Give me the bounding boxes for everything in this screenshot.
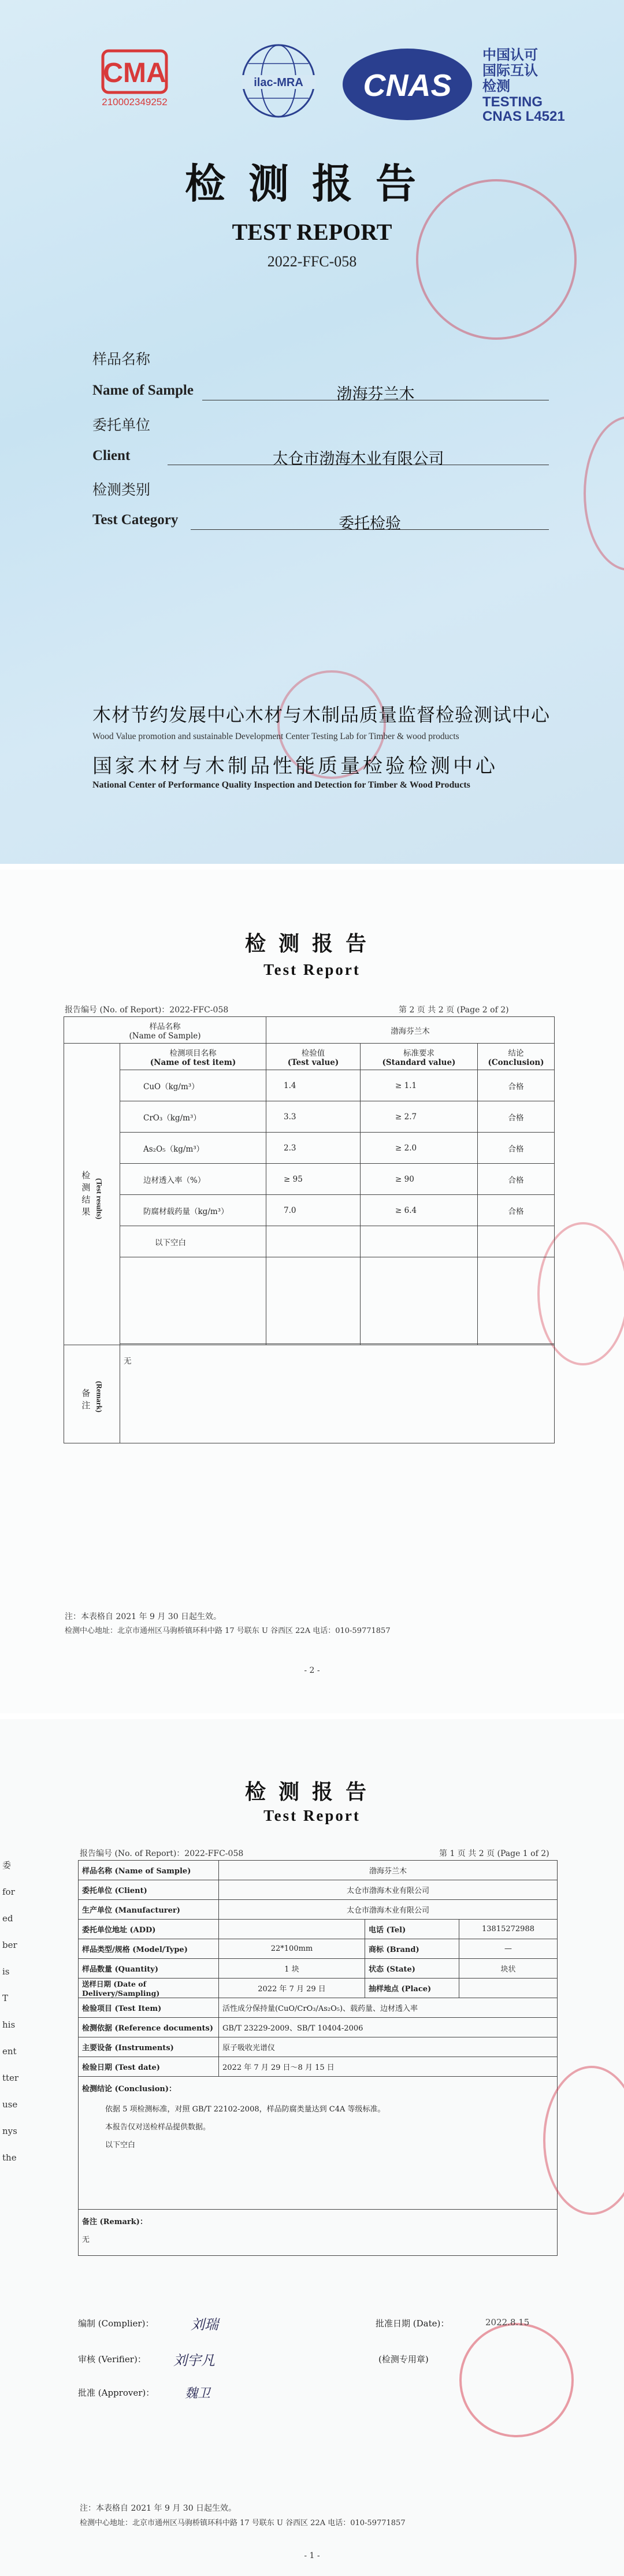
page2-results-table: [64, 1016, 555, 1443]
page3-page-marker: - 1 -: [304, 2551, 320, 2560]
row-value: 7.0: [266, 1195, 361, 1226]
page2-title-en: Test Report: [263, 961, 361, 978]
table-row: [64, 1101, 555, 1133]
row-value: 3.3: [266, 1101, 361, 1133]
cma-logo: [92, 46, 179, 110]
page3-inspection-seal: [459, 2323, 574, 2437]
reference-value-cell: GB/T 23229-2009、SB/T 10404-2006: [219, 2018, 558, 2037]
page3-report-no: 报告编号 (No. of Report)：2022-FFC-058: [80, 1849, 244, 1858]
cover-page: [0, 0, 624, 864]
page3-title-cn: 检测报告: [244, 1780, 379, 1804]
col-header-std-cn: 标准要求: [403, 1048, 434, 1058]
cnas-en-1: TESTING: [482, 94, 543, 110]
reference-label-cell: 检测依据 (Reference documents): [79, 2018, 219, 2037]
empty-cell: [478, 1226, 555, 1257]
sample-name-value: 渤海芬兰木: [336, 385, 415, 403]
margin-text: ber: [2, 1940, 17, 1950]
conclusion-text-3: 以下空白: [105, 2141, 136, 2150]
empty-cell: [266, 1226, 361, 1257]
report-page-1: [0, 1719, 624, 2576]
approval-date-value: 2022.8.15: [485, 2317, 530, 2328]
place-value-cell: [459, 1979, 558, 1998]
sample-name-header-en: (Name of Sample): [129, 1031, 201, 1041]
compiler-label: 编制 (Complier)：: [78, 2318, 154, 2329]
cnas-cn-3: 检测: [482, 78, 510, 94]
empty-cell: [120, 1257, 266, 1344]
sample-label-cell: 样品名称 (Name of Sample): [79, 1861, 219, 1880]
col-header-concl-cn: 结论: [508, 1048, 524, 1058]
row-concl: 合格: [478, 1101, 555, 1133]
address-value-cell: [219, 1920, 365, 1939]
margin-text: for: [2, 1887, 15, 1897]
delivery-date-label-cell: 送样日期 (Date of Delivery/Sampling): [79, 1979, 219, 1998]
cnas-text: CNAS: [363, 68, 452, 103]
cover-title-en: TEST REPORT: [232, 219, 392, 245]
page2-report-no: 报告编号 (No. of Report)：2022-FFC-058: [65, 1005, 229, 1015]
state-label-cell: 状态 (State): [365, 1959, 459, 1979]
ilac-text: ilac-MRA: [254, 76, 303, 89]
quantity-value-cell: 1 块: [219, 1959, 365, 1979]
category-value: 委托检验: [339, 515, 401, 533]
row-std: ≥ 1.1: [361, 1070, 478, 1101]
manufacturer-label-cell: 生产单位 (Manufacturer): [79, 1900, 219, 1920]
col-header-item-cn: 检测项目名称: [169, 1048, 217, 1058]
col-header-std-en: (Standard value): [382, 1057, 456, 1067]
model-label-cell: 样品类型/规格 (Model/Type): [79, 1939, 219, 1959]
conclusion-text-1: 依据 5 项检测标准，对照 GB/T 22102-2008，样品防腐类量达到 C4A 等级标准。: [105, 2105, 385, 2114]
col-header-value-cn: 检验值: [301, 1048, 325, 1058]
cnas-logo: [341, 45, 584, 123]
cover-title-cn: 检测报告: [185, 159, 439, 207]
org1-name-cn: 木材节约发展中心木材与木制品质量监督检验测试中心: [92, 704, 551, 726]
row-item: As₂O₅（kg/m³）: [120, 1133, 266, 1164]
client-value: 太仓市渤海木业有限公司: [272, 450, 444, 468]
table-row: [64, 1133, 555, 1164]
remark-label-en: (Remark): [95, 1381, 104, 1413]
row-concl: 合格: [478, 1133, 555, 1164]
model-value-cell: 22*100mm: [219, 1939, 365, 1959]
margin-text: tter: [2, 2073, 19, 2083]
compiler-signature: 刘瑞: [191, 2317, 218, 2333]
row-value: 2.3: [266, 1133, 361, 1164]
results-label-cn: 检测结果: [80, 1171, 91, 1220]
org1-name-en: Wood Value promotion and sustainable Development Center Testing Lab for Timber & wood products: [92, 732, 459, 741]
empty-cell: [478, 1257, 555, 1344]
table-row: [64, 1226, 555, 1257]
row-std: ≥ 2.7: [361, 1101, 478, 1133]
seal-label: (检测专用章): [378, 2354, 429, 2365]
org2-name-cn: 国家木材与木制品性能质量检验检测中心: [92, 755, 498, 778]
col-header-value-en: (Test value): [287, 1057, 339, 1067]
client-label-en: Client: [92, 448, 131, 463]
col-header-concl-en: (Conclusion): [488, 1057, 544, 1067]
cnas-en-2: CNAS L4521: [482, 109, 565, 123]
empty-cell: [361, 1257, 478, 1344]
row-item: 边材透入率（%）: [120, 1164, 266, 1195]
cnas-icon: [341, 45, 584, 123]
remark-row: [64, 1345, 555, 1443]
row-item: CrO₃（kg/m³）: [120, 1101, 266, 1133]
client-underline: [168, 446, 549, 468]
page2-footnote-2: 检测中心地址：北京市通州区马驹桥镇环科中路 17 号联东 U 谷西区 22A 电话：010-59771857: [65, 1627, 391, 1635]
test-item-label-cell: 检验项目 (Test Item): [79, 1998, 219, 2018]
remark-label-cn: 备注: [80, 1388, 91, 1413]
cover-report-number: 2022-FFC-058: [267, 253, 357, 270]
sample-name-header-cell: [64, 1017, 266, 1044]
page3-info-table: [78, 1860, 558, 2256]
client-label-cell: 委托单位 (Client): [79, 1880, 219, 1900]
ilac-mra-logo: [237, 40, 321, 121]
tel-value-cell: 13815272988: [459, 1920, 558, 1939]
col-header-std: [361, 1044, 478, 1070]
cnas-cn-1: 中国认可: [482, 47, 538, 63]
state-value-cell: 块状: [459, 1959, 558, 1979]
address-label-cell: 委托单位地址 (ADD): [79, 1920, 219, 1939]
cnas-cn-2: 国际互认: [482, 62, 538, 79]
client-value-cell: 太仓市渤海木业有限公司: [219, 1880, 558, 1900]
cma-icon: [92, 46, 179, 110]
category-label-en: Test Category: [92, 512, 179, 528]
remark-value: 无: [120, 1345, 555, 1443]
margin-text: ent: [2, 2046, 17, 2057]
client-label-cn: 委托单位: [92, 417, 151, 433]
empty-cell: [361, 1226, 478, 1257]
cma-text: CMA: [103, 58, 166, 88]
instruments-label-cell: 主要设备 (Instruments): [79, 2037, 219, 2057]
test-date-value-cell: 2022 年 7 月 29 日～8 月 15 日: [219, 2057, 558, 2077]
row-concl: 合格: [478, 1164, 555, 1195]
col-header-item: [120, 1044, 266, 1070]
instruments-value-cell: 原子吸收光谱仪: [219, 2037, 558, 2057]
brand-label-cell: 商标 (Brand): [365, 1939, 459, 1959]
row-std: ≥ 6.4: [361, 1195, 478, 1226]
table-row-empty: [64, 1257, 555, 1344]
page2-title-cn: 检测报告: [244, 931, 379, 956]
margin-text: ed: [2, 1913, 13, 1924]
conclusion-label: 检测结论 (Conclusion)：: [82, 2085, 176, 2094]
approval-date-label: 批准日期 (Date)：: [376, 2318, 450, 2329]
conclusion-cell: [79, 2077, 558, 2210]
category-label-cn: 检测类别: [92, 481, 151, 498]
quantity-label-cell: 样品数量 (Quantity): [79, 1959, 219, 1979]
sample-name-header-cn: 样品名称: [149, 1022, 181, 1031]
ilac-globe-icon: [237, 40, 321, 121]
empty-cell: [266, 1257, 361, 1344]
row-concl: 合格: [478, 1195, 555, 1226]
col-header-value: [266, 1044, 361, 1070]
margin-text: use: [2, 2099, 18, 2110]
sample-value-cell: 渤海芬兰木: [219, 1861, 558, 1880]
approver-label: 批准 (Approver)：: [78, 2388, 155, 2398]
sample-name-value-cell: 渤海芬兰木: [266, 1017, 555, 1044]
margin-text: his: [2, 2020, 16, 2030]
tel-label-cell: 电话 (Tel): [365, 1920, 459, 1939]
category-underline: [191, 511, 549, 533]
page3-page-number: 第 1 页 共 2 页 (Page 1 of 2): [439, 1849, 549, 1858]
sample-name-label-en: Name of Sample: [92, 383, 194, 398]
delivery-date-value-cell: 2022 年 7 月 29 日: [219, 1979, 365, 1998]
margin-text: is: [2, 1966, 10, 1977]
page2-footnote-1: 注：本表格自 2021 年 9 月 30 日起生效。: [65, 1612, 222, 1621]
row-item: 防腐材载药量（kg/m³）: [120, 1195, 266, 1226]
left-margin-fragments: [2, 1852, 25, 2171]
org2-name-en: National Center of Performance Quality Inspection and Detection for Timber & Wood Products: [92, 780, 470, 790]
remark-cell: [79, 2210, 558, 2256]
row-concl: 合格: [478, 1070, 555, 1101]
table-row: [64, 1195, 555, 1226]
sample-name-label-cn: 样品名称: [92, 351, 151, 368]
page3-footnote-1: 注：本表格自 2021 年 9 月 30 日起生效。: [80, 2504, 237, 2513]
sample-name-underline: [202, 381, 549, 403]
row-std: ≥ 90: [361, 1164, 478, 1195]
remark-side-label: [64, 1345, 120, 1443]
row-value: 1.4: [266, 1070, 361, 1101]
cma-number: 210002349252: [102, 96, 168, 107]
row-std: ≥ 2.0: [361, 1133, 478, 1164]
place-label-cell: 抽样地点 (Place): [365, 1979, 459, 1998]
results-label-en: (Test results): [95, 1178, 104, 1220]
table-row: [64, 1070, 555, 1101]
col-header-item-en: (Name of test item): [150, 1057, 236, 1067]
approver-signature: 魏卫: [185, 2386, 211, 2401]
page3-title-en: Test Report: [263, 1807, 361, 1824]
page3-footnote-2: 检测中心地址：北京市通州区马驹桥镇环科中路 17 号联东 U 谷西区 22A 电话：010-59771857: [80, 2519, 406, 2527]
margin-text: the: [2, 2152, 17, 2163]
blank-note: 以下空白: [120, 1226, 266, 1257]
brand-value-cell: —: [459, 1939, 558, 1959]
col-header-concl: [478, 1044, 555, 1070]
results-side-label: [64, 1044, 120, 1345]
row-item: CuO（kg/m³）: [120, 1070, 266, 1101]
test-item-value-cell: 活性成分保持量(CuO/CrO₃/As₂O₅)、载药量、边材透入率: [219, 1998, 558, 2018]
page2-page-marker: - 2 -: [304, 1666, 320, 1675]
margin-text: nys: [2, 2126, 17, 2136]
verifier-label: 审核 (Verifier)：: [78, 2354, 146, 2365]
remark-label: 备注 (Remark)：: [82, 2218, 147, 2226]
table-row: [64, 1164, 555, 1195]
manufacturer-value-cell: 太仓市渤海木业有限公司: [219, 1900, 558, 1920]
test-date-label-cell: 检验日期 (Test date): [79, 2057, 219, 2077]
conclusion-text-2: 本报告仅对送检样品提供数据。: [105, 2123, 211, 2132]
remark-value: 无: [82, 2236, 90, 2244]
red-seal-stamp-edge: [584, 416, 624, 571]
page2-page-number: 第 2 页 共 2 页 (Page 2 of 2): [399, 1005, 509, 1015]
report-page-2: [0, 870, 624, 1713]
row-value: ≥ 95: [266, 1164, 361, 1195]
margin-text: 委: [2, 1860, 12, 1870]
verifier-signature: 刘宇凡: [173, 2352, 215, 2369]
margin-text: T: [2, 1993, 9, 2003]
